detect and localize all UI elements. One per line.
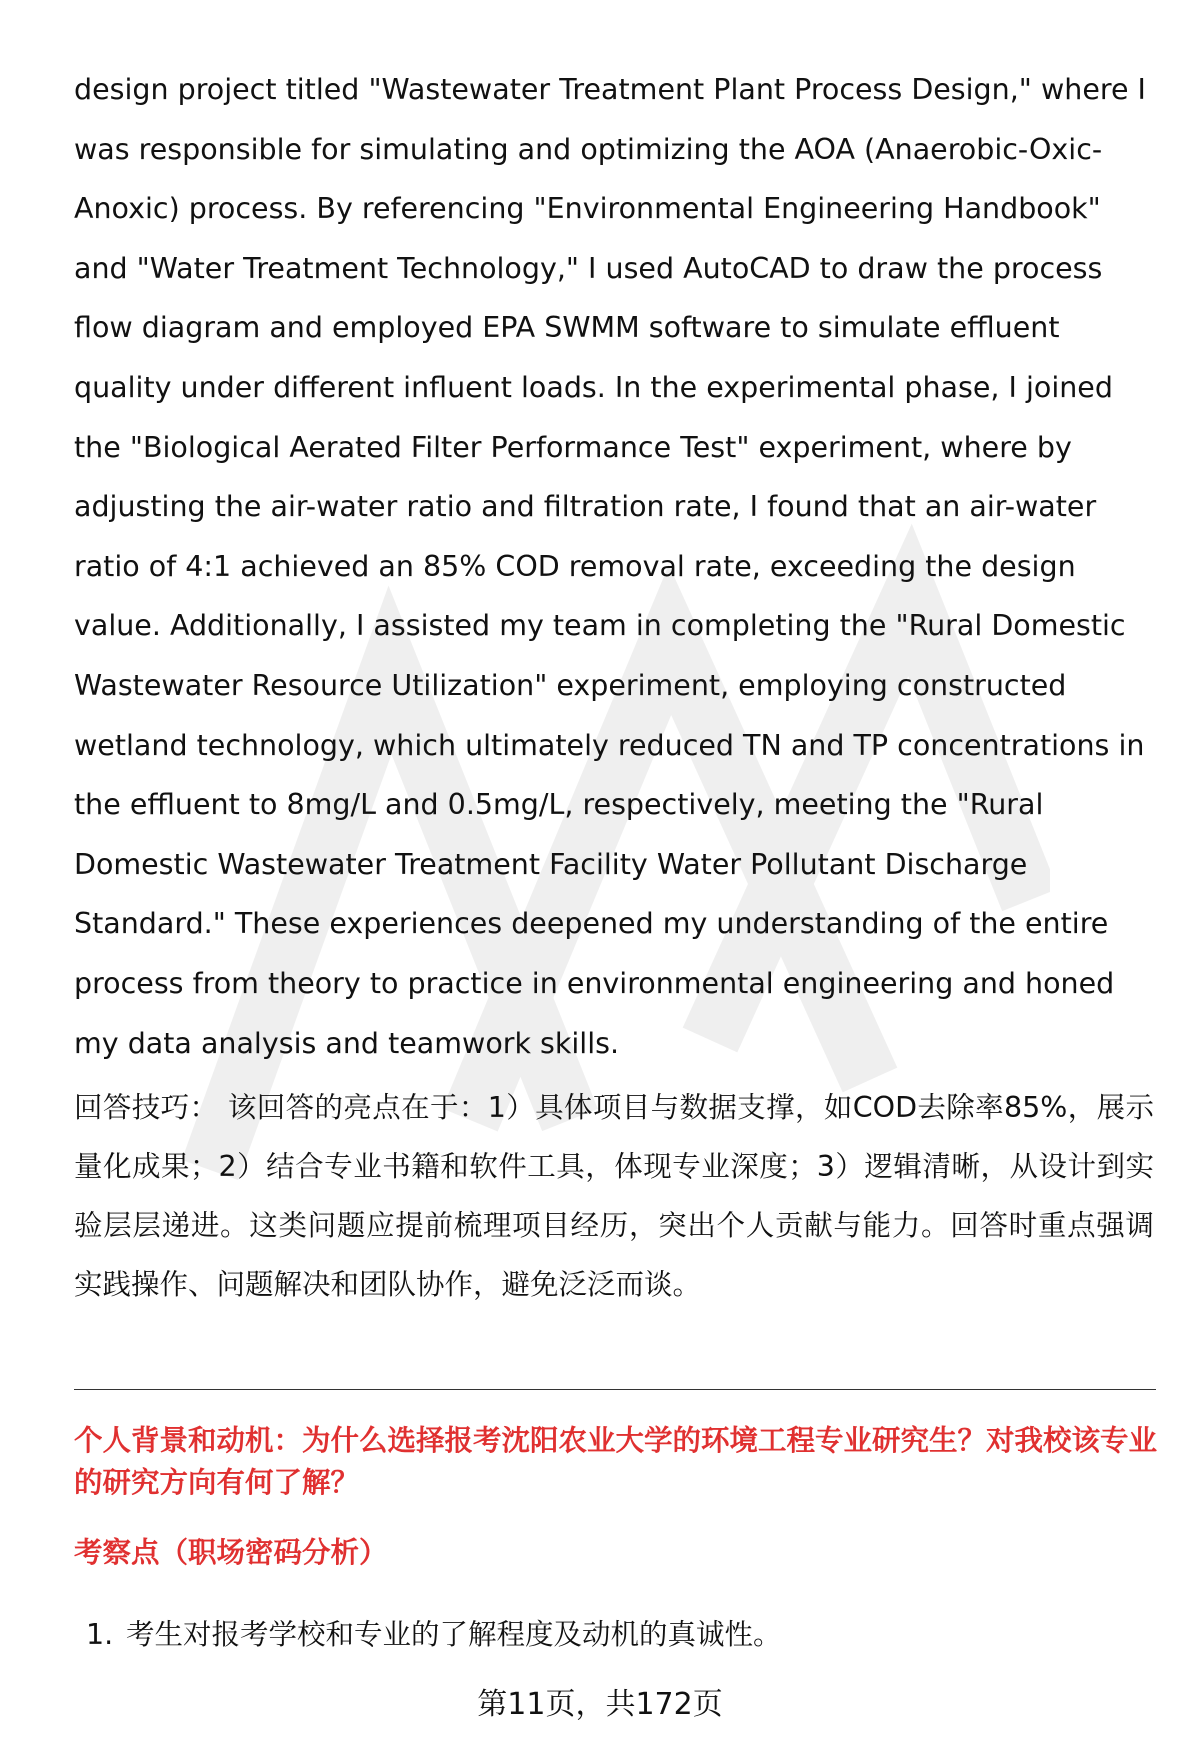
answer-tips: 回答技巧： 该回答的亮点在于：1）具体项目与数据支撑，如COD去除率85%，展示量化成果；2）结合专业书籍和软件工具，体现专业深度；3）逻辑清晰，从设计到实验层层递进。这类问题应提前梳理项目经历，突出个人贡献与能力。回答时重点强调实践操作、问题解决和团队协作，避免泛泛而谈。 [74,1091,1154,1301]
list-item-number: 1. [86,1618,114,1651]
list-item-text: 考生对报考学校和专业的了解程度及动机的真诚性。 [126,1618,782,1651]
body-paragraph: design project titled "Wastewater Treatment Plant Process Design," where I was responsible for simulating and optimizing the AOA (Anaerobic-Oxic-Anoxic) process. By referencing "Environmental Engineering Handbook" and "Water Treatment Technology," I used AutoCAD to draw the process flow diagram and employed EPA SWMM software to simulate effluent quality under different influent loads. In the experimental phase, I joined the "Biological Aerated Filter Performance Test" experiment, where by adjusting the air-water ratio and filtration rate, I found that an air-water ratio of 4:1 achieved an 85% COD removal rate, exceeding the design value. Additionally, I assisted my team in completing the "Rural Domestic Wastewater Resource Utilization" experiment, employing constructed wetland technology, which ultimately reduced TN and TP concentrations in the effluent to 8mg/L and 0.5mg/L, respectively, meeting the "Rural Domestic Wastewater Treatment Facility Water Pollutant Discharge Standard." These experiences deepened my understanding of the entire process from theory to practice in environmental engineering and honed my data analysis and teamwork skills. [74,73,1146,1060]
page-number: 第11页，共172页 [477,1687,723,1722]
question-heading: 个人背景和动机：为什么选择报考沈阳农业大学的环境工程专业研究生？对我校该专业的研究方向有何了解？ [74,1424,1158,1499]
assessment-points-heading: 考察点（职场密码分析） [74,1536,388,1569]
assessment-points-list [86,1612,782,1658]
list-item [86,1612,782,1658]
section-divider [74,1389,1156,1390]
